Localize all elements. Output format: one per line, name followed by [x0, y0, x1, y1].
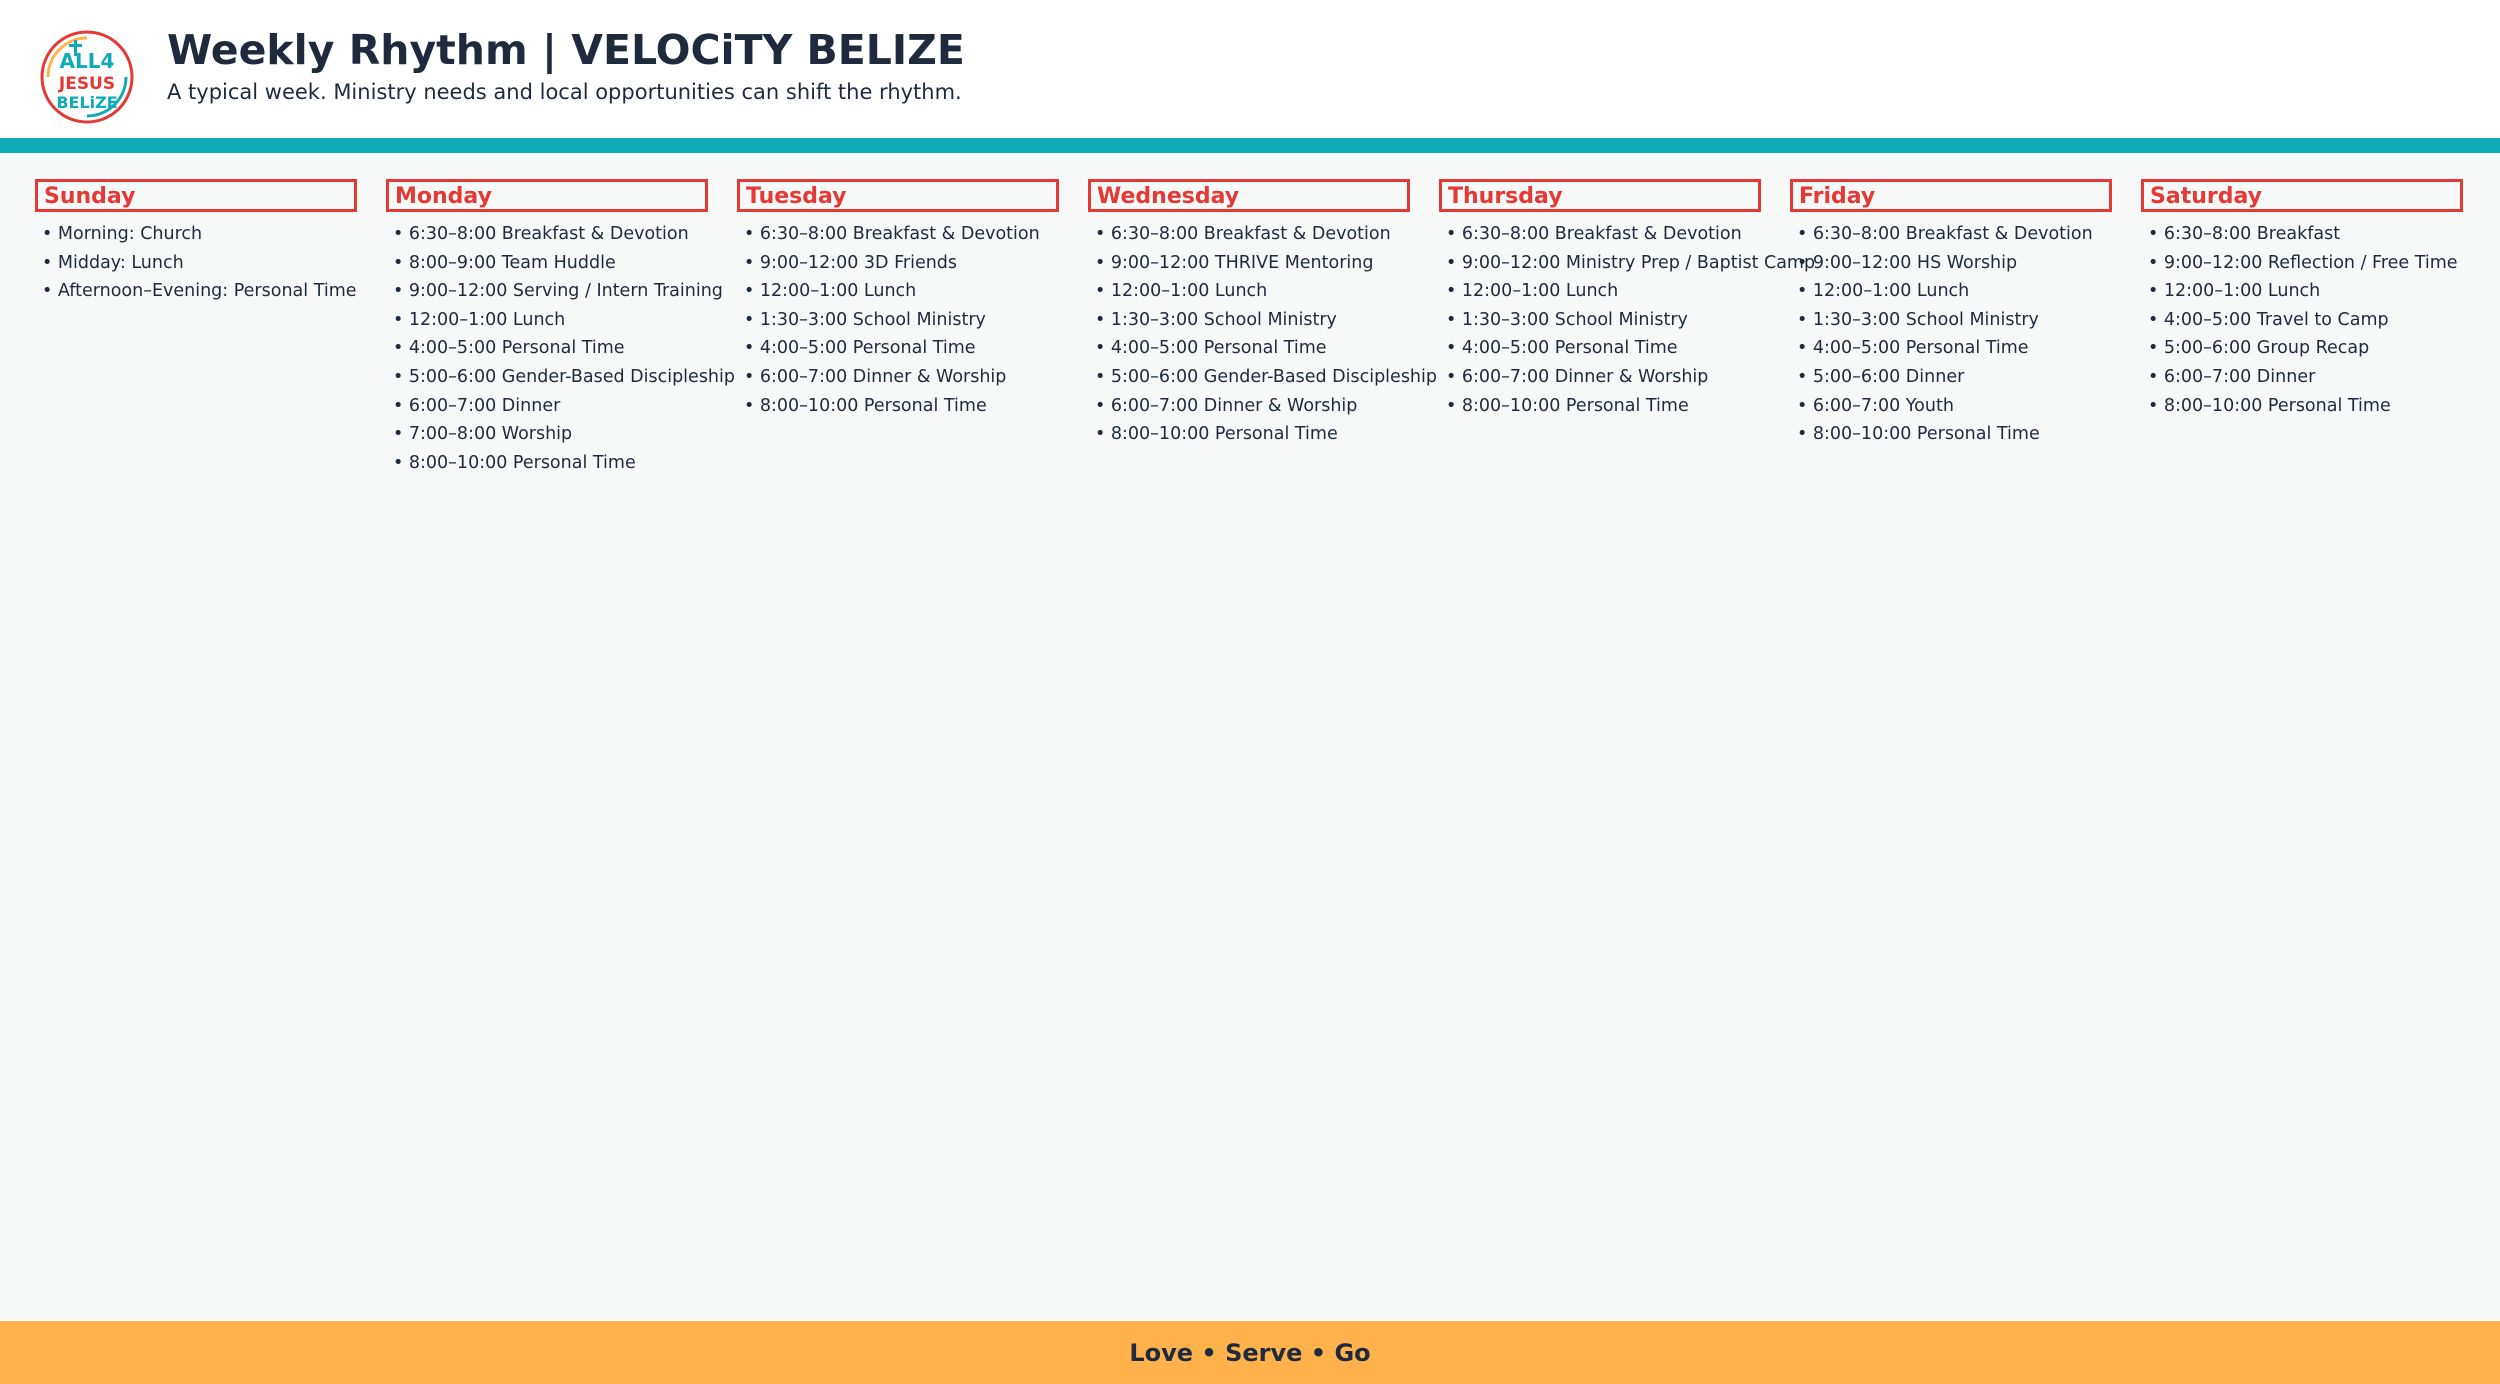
day-header: Thursday [1439, 179, 1761, 212]
schedule-item: • 1:30–3:00 School Ministry [1446, 309, 1688, 330]
schedule-item: • 6:00–7:00 Dinner [393, 395, 561, 416]
schedule-item: • 12:00–1:00 Lunch [393, 309, 566, 330]
schedule-list [1790, 220, 2141, 449]
schedule-item: • 9:00–12:00 HS Worship [1797, 252, 2018, 273]
day-header: Monday [386, 179, 708, 212]
schedule-item: • 8:00–10:00 Personal Time [1095, 424, 1338, 445]
schedule-item: • 6:00–7:00 Dinner & Worship [1095, 395, 1358, 416]
schedule-item: • 9:00–12:00 Reflection / Free Time [2148, 252, 2458, 273]
schedule-item: • 6:00–7:00 Dinner & Worship [744, 366, 1007, 387]
day-column-monday [386, 179, 737, 477]
schedule-item: • 9:00–12:00 THRIVE Mentoring [1095, 252, 1374, 273]
schedule-list [2141, 220, 2492, 420]
schedule-item: • 1:30–3:00 School Ministry [744, 309, 986, 330]
logo-line-3: BELiZE [56, 93, 118, 112]
schedule-item: • 6:30–8:00 Breakfast & Devotion [744, 224, 1040, 244]
schedule-item: • 6:30–8:00 Breakfast & Devotion [1446, 224, 1742, 244]
schedule-item: • 12:00–1:00 Lunch [744, 281, 917, 302]
schedule-item: • 1:30–3:00 School Ministry [1797, 309, 2039, 330]
day-header: Tuesday [737, 179, 1059, 212]
logo-line-2: JESUS [58, 74, 116, 94]
schedule-item: • 6:30–8:00 Breakfast & Devotion [1797, 224, 2093, 244]
schedule-item: • 5:00–6:00 Gender-Based Discipleship [393, 366, 735, 387]
schedule-item: • 8:00–9:00 Team Huddle [393, 252, 616, 273]
day-column-sunday [35, 179, 386, 306]
day-column-tuesday [737, 179, 1088, 420]
footer-tagline: Love • Serve • Go [1129, 1338, 1371, 1367]
page-title: Weekly Rhythm | VELOCiTY BELIZE [167, 26, 965, 74]
schedule-item: • 6:30–8:00 Breakfast [2148, 224, 2341, 244]
schedule-item: • 5:00–6:00 Group Recap [2148, 338, 2370, 359]
schedule-list [1088, 220, 1439, 449]
schedule-list [1439, 220, 1816, 420]
schedule-item: • 8:00–10:00 Personal Time [744, 395, 987, 416]
schedule-item: • 4:00–5:00 Travel to Camp [2148, 309, 2389, 330]
schedule-item: • 8:00–10:00 Personal Time [2148, 395, 2391, 416]
all4jesus-belize-logo [38, 30, 136, 124]
schedule-item: • 5:00–6:00 Dinner [1797, 366, 1965, 387]
schedule-item: • 6:00–7:00 Youth [1797, 395, 1954, 416]
schedule-item: • 7:00–8:00 Worship [393, 424, 573, 445]
schedule-item: • 9:00–12:00 Ministry Prep / Baptist Camp [1446, 252, 1816, 273]
schedule-item: • Midday: Lunch [42, 252, 184, 273]
page-footer [0, 1321, 2500, 1384]
schedule-item: • 4:00–5:00 Personal Time [744, 338, 976, 359]
schedule-item: • Afternoon–Evening: Personal Time [42, 281, 357, 302]
schedule-item: • 6:00–7:00 Dinner [2148, 366, 2316, 387]
day-column-saturday [2141, 179, 2492, 420]
day-header: Friday [1790, 179, 2112, 212]
schedule-list [737, 220, 1088, 420]
schedule-item: • Morning: Church [42, 224, 203, 244]
schedule-item: • 8:00–10:00 Personal Time [393, 452, 636, 473]
schedule-item: • 5:00–6:00 Gender-Based Discipleship [1095, 366, 1437, 387]
schedule-item: • 12:00–1:00 Lunch [1095, 281, 1268, 302]
day-column-wednesday [1088, 179, 1439, 449]
schedule-item: • 12:00–1:00 Lunch [1797, 281, 1970, 302]
schedule-item: • 4:00–5:00 Personal Time [393, 338, 625, 359]
day-header: Wednesday [1088, 179, 1410, 212]
logo-line-1: ALL4 [59, 49, 115, 73]
schedule-item: • 4:00–5:00 Personal Time [1446, 338, 1678, 359]
day-column-thursday [1439, 179, 1816, 420]
schedule-item: • 8:00–10:00 Personal Time [1446, 395, 1689, 416]
schedule-item: • 6:30–8:00 Breakfast & Devotion [1095, 224, 1391, 244]
schedule-item: • 4:00–5:00 Personal Time [1095, 338, 1327, 359]
schedule-list [386, 220, 737, 477]
schedule-item: • 12:00–1:00 Lunch [2148, 281, 2321, 302]
schedule-item: • 6:00–7:00 Dinner & Worship [1446, 366, 1709, 387]
page-subtitle: A typical week. Ministry needs and local opportunities can shift the rhythm. [167, 80, 962, 104]
schedule-item: • 1:30–3:00 School Ministry [1095, 309, 1337, 330]
schedule-item: • 4:00–5:00 Personal Time [1797, 338, 2029, 359]
schedule-item: • 9:00–12:00 3D Friends [744, 252, 958, 273]
schedule-item: • 6:30–8:00 Breakfast & Devotion [393, 224, 689, 244]
schedule-item: • 9:00–12:00 Serving / Intern Training [393, 281, 723, 302]
day-header: Saturday [2141, 179, 2463, 212]
header-divider-band [0, 138, 2500, 153]
page-header [0, 0, 2500, 138]
schedule-item: • 8:00–10:00 Personal Time [1797, 424, 2040, 445]
schedule-list [35, 220, 386, 306]
day-column-friday [1790, 179, 2141, 449]
day-header: Sunday [35, 179, 357, 212]
schedule-item: • 12:00–1:00 Lunch [1446, 281, 1619, 302]
